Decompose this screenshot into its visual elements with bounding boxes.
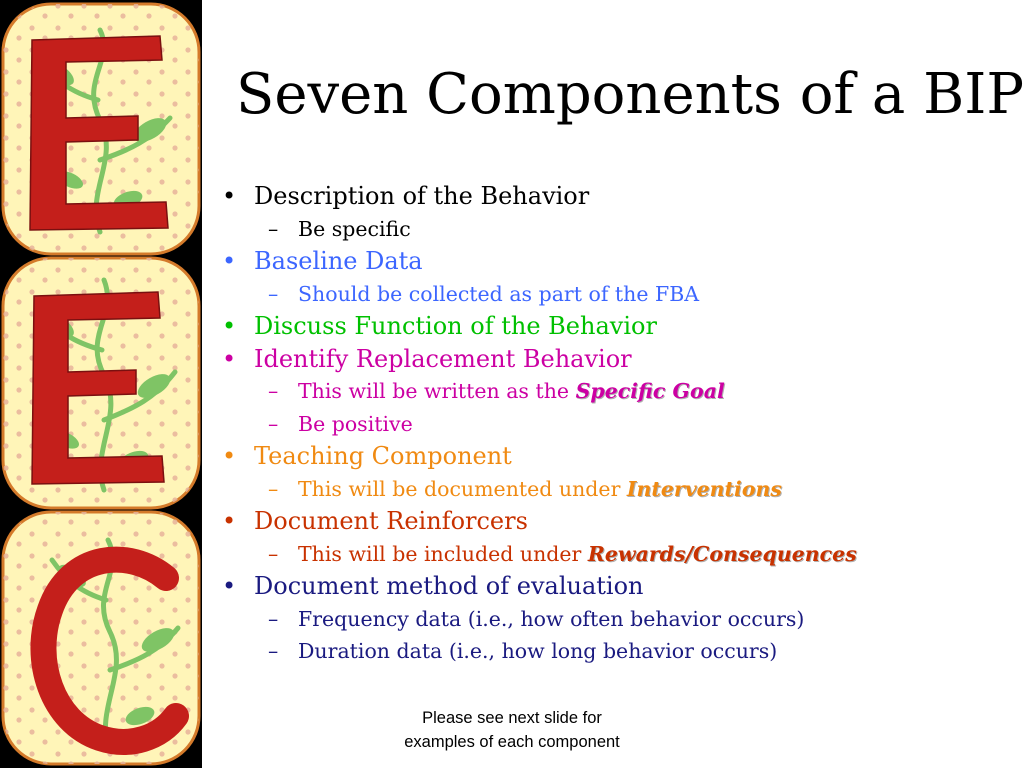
bullet-marker: • (222, 572, 237, 600)
emphasis-text: Rewards/Consequences (587, 541, 857, 566)
bullet-item (218, 343, 1008, 376)
bullet-marker: • (222, 442, 237, 470)
footer-note-line: Please see next slide for (422, 709, 602, 727)
sub-bullet-item (218, 603, 1008, 636)
slide-title: Seven Components of a BIP (236, 62, 1024, 127)
sub-bullet-marker: – (268, 216, 279, 241)
bullet-text: Discuss Function of the Behavior (254, 312, 657, 340)
sub-bullet-item (218, 473, 1008, 506)
sub-bullet-marker: – (268, 639, 279, 663)
bullet-marker: • (222, 312, 237, 340)
bullet-item (218, 440, 1008, 473)
sub-bullet-marker: – (268, 411, 279, 436)
bullet-marker: • (222, 507, 237, 535)
sub-bullet-marker: – (268, 476, 279, 501)
sub-bullet-item (218, 213, 1008, 246)
bullet-marker: • (222, 182, 237, 210)
sub-bullet-marker: – (268, 606, 279, 631)
bullet-text: Teaching Component (254, 442, 512, 470)
bullet-text: Document method of evaluation (254, 572, 644, 600)
letter-tile-e-middle (3, 258, 199, 508)
sub-bullet-marker: – (268, 541, 279, 566)
footer-note-line: examples of each component (404, 733, 620, 751)
bullet-item (218, 310, 1008, 343)
sub-bullet-marker: – (268, 379, 279, 403)
sub-bullet-item (218, 635, 1008, 668)
sub-bullet-marker: – (268, 281, 279, 306)
emphasis-text: Specific Goal (575, 379, 725, 403)
bullet-item (218, 505, 1008, 538)
monogram-graphic (0, 0, 202, 768)
sub-bullet-text: Be positive (298, 411, 413, 436)
bullet-list (218, 180, 1008, 668)
bullet-text: Identify Replacement Behavior (254, 344, 632, 373)
sub-bullet-text: Should be collected as part of the FBA (298, 281, 700, 306)
sub-bullet-text: This will be documented under (298, 476, 627, 501)
bullet-item (218, 180, 1008, 213)
emphasis-text: Interventions (626, 476, 782, 501)
sub-bullet-item (218, 375, 1008, 408)
bullet-item (218, 570, 1008, 603)
letter-tile-e-top (3, 4, 199, 254)
bullet-text: Baseline Data (254, 247, 423, 275)
sub-bullet-item (218, 408, 1008, 441)
bullet-text: Description of the Behavior (254, 182, 590, 210)
footer-note (362, 706, 662, 754)
sub-bullet-text: This will be included under (298, 541, 588, 566)
sub-bullet-text: Frequency data (i.e., how often behavior occurs) (298, 606, 805, 631)
bullet-marker: • (222, 344, 237, 373)
letter-tile-c-bottom (3, 512, 199, 764)
sub-bullet-item (218, 278, 1008, 311)
bullet-item (218, 245, 1008, 278)
sub-bullet-text: Be specific (298, 216, 411, 241)
sidebar-monogram (0, 0, 202, 768)
bullet-marker: • (222, 247, 237, 275)
sub-bullet-item (218, 538, 1008, 571)
sub-bullet-text: Duration data (i.e., how long behavior occurs) (298, 639, 778, 663)
sub-bullet-text: This will be written as the (298, 379, 576, 403)
bullet-text: Document Reinforcers (254, 507, 528, 535)
